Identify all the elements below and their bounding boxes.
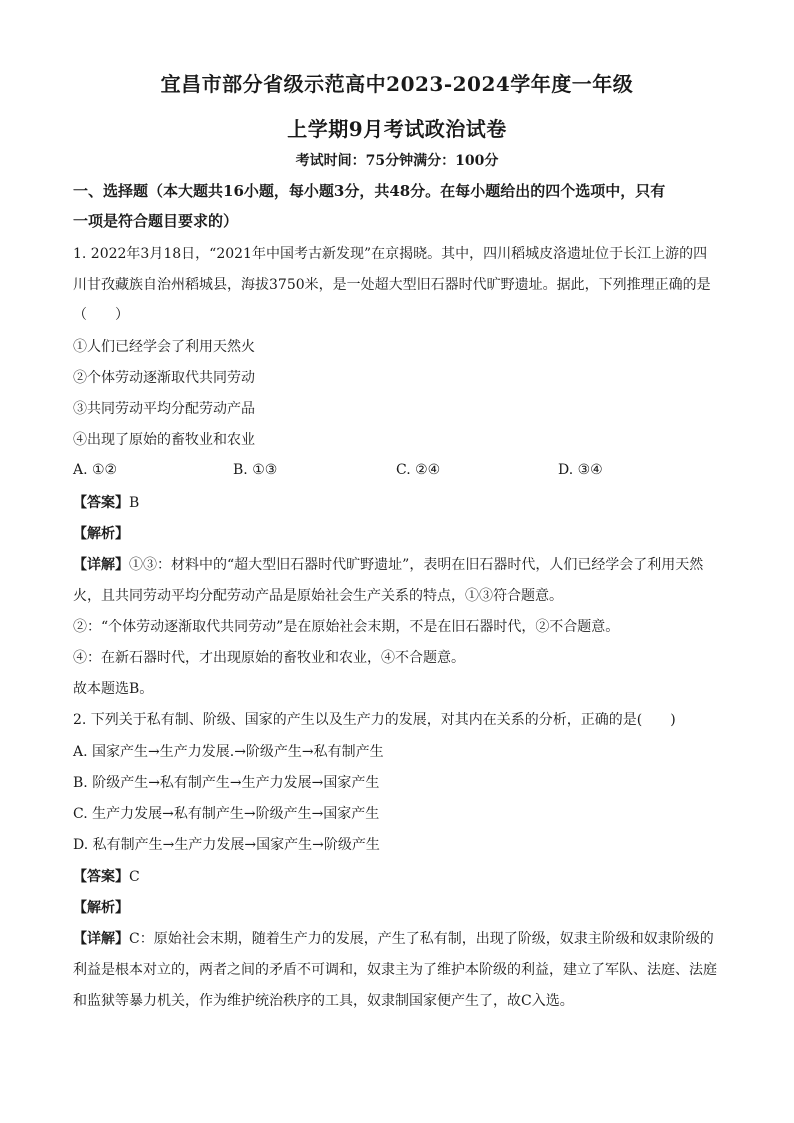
q1-option-b: B. ①③ <box>233 462 278 478</box>
exam-info: 考试时间：75分钟满分：100分 <box>295 153 499 169</box>
q2-analysis <box>73 899 723 917</box>
q2-detail-line3: 和监狱等暴力机关，作为维护统治秩序的工具，奴隶制国家便产生了，故C入选。 <box>73 993 574 1009</box>
q1-detail-line4: ④：在新石器时代，才出现原始的畜牧业和农业，④不合题意。 <box>73 650 465 666</box>
analysis-tag: 【解析】 <box>73 526 129 542</box>
q1-stem-line3: （ ） <box>73 307 129 323</box>
q1-stem-line2: 川甘孜藏族自治州稻城县，海拔3750米，是一处超大型旧石器时代旷野遗址。据此，下列推理正确的是 <box>73 277 711 293</box>
q1-analysis <box>73 525 723 543</box>
q2-option-b: B. 阶级产生→私有制产生→生产力发展→国家产生 <box>73 775 380 791</box>
q1-answer <box>73 494 723 512</box>
q1-detail-line1 <box>73 556 723 574</box>
page-title-line2: 上学期9月考试政治试卷 <box>287 117 507 141</box>
q1-option-c: C. ②④ <box>396 462 441 478</box>
q2-stem: 2. 下列关于私有制、阶级、国家的产生以及生产力的发展，对其内在关系的分析，正确的是( ) <box>73 712 676 728</box>
answer-value: B <box>129 495 140 511</box>
answer-value: C <box>129 869 140 885</box>
detail-tag: 【详解】 <box>73 557 129 573</box>
answer-tag: 【答案】 <box>73 869 129 885</box>
q2-answer <box>73 868 723 886</box>
q1-item-4: ④出现了原始的畜牧业和农业 <box>73 432 255 448</box>
detail-text: C：原始社会末期，随着生产力的发展，产生了私有制，出现了阶级，奴隶主阶级和奴隶阶级的 <box>129 931 714 947</box>
q1-item-3: ③共同劳动平均分配劳动产品 <box>73 401 255 417</box>
q2-option-c: C. 生产力发展→私有制产生→阶级产生→国家产生 <box>73 806 380 822</box>
q2-detail-line1 <box>73 930 723 948</box>
q1-item-1: ①人们已经学会了利用天然火 <box>73 339 255 355</box>
q1-option-d: D. ③④ <box>558 462 603 478</box>
section-heading: 一、选择题（本大题共16小题，每小题3分，共48分。在每小题给出的四个选项中，只有 <box>73 182 666 200</box>
q1-stem-line1: 1. 2022年3月18日，“2021年中国考古新发现”在京揭晓。其中，四川稻城皮洛遗址位于长江上游的四 <box>73 246 708 262</box>
section-heading-cont: 一项是符合题目要求的） <box>73 212 239 230</box>
page-title: 宜昌市部分省级示范高中2023-2024学年度一年级 <box>160 72 634 96</box>
q2-detail-line2: 利益是根本对立的，两者之间的矛盾不可调和，奴隶主为了维护本阶级的利益，建立了军队、法庭、法庭 <box>73 962 717 978</box>
answer-tag: 【答案】 <box>73 495 129 511</box>
detail-tag: 【详解】 <box>73 931 129 947</box>
detail-text: ①③：材料中的“超大型旧石器时代旷野遗址”，表明在旧石器时代，人们已经学会了利用天然 <box>129 557 704 573</box>
q1-item-2: ②个体劳动逐渐取代共同劳动 <box>73 370 255 386</box>
q1-detail-line3: ②：“个体劳动逐渐取代共同劳动”是在原始社会末期，不是在旧石器时代，②不合题意。 <box>73 619 620 635</box>
q1-detail-line2: 火，且共同劳动平均分配劳动产品是原始社会生产关系的特点，①③符合题意。 <box>73 588 563 604</box>
analysis-tag: 【解析】 <box>73 900 129 916</box>
q1-option-a: A. ①② <box>73 462 118 478</box>
q1-detail-line5: 故本题选B。 <box>73 681 154 697</box>
q2-option-d: D. 私有制产生→生产力发展→国家产生→阶级产生 <box>73 837 380 853</box>
q2-option-a: A. 国家产生→生产力发展.→阶级产生→私有制产生 <box>73 744 384 760</box>
